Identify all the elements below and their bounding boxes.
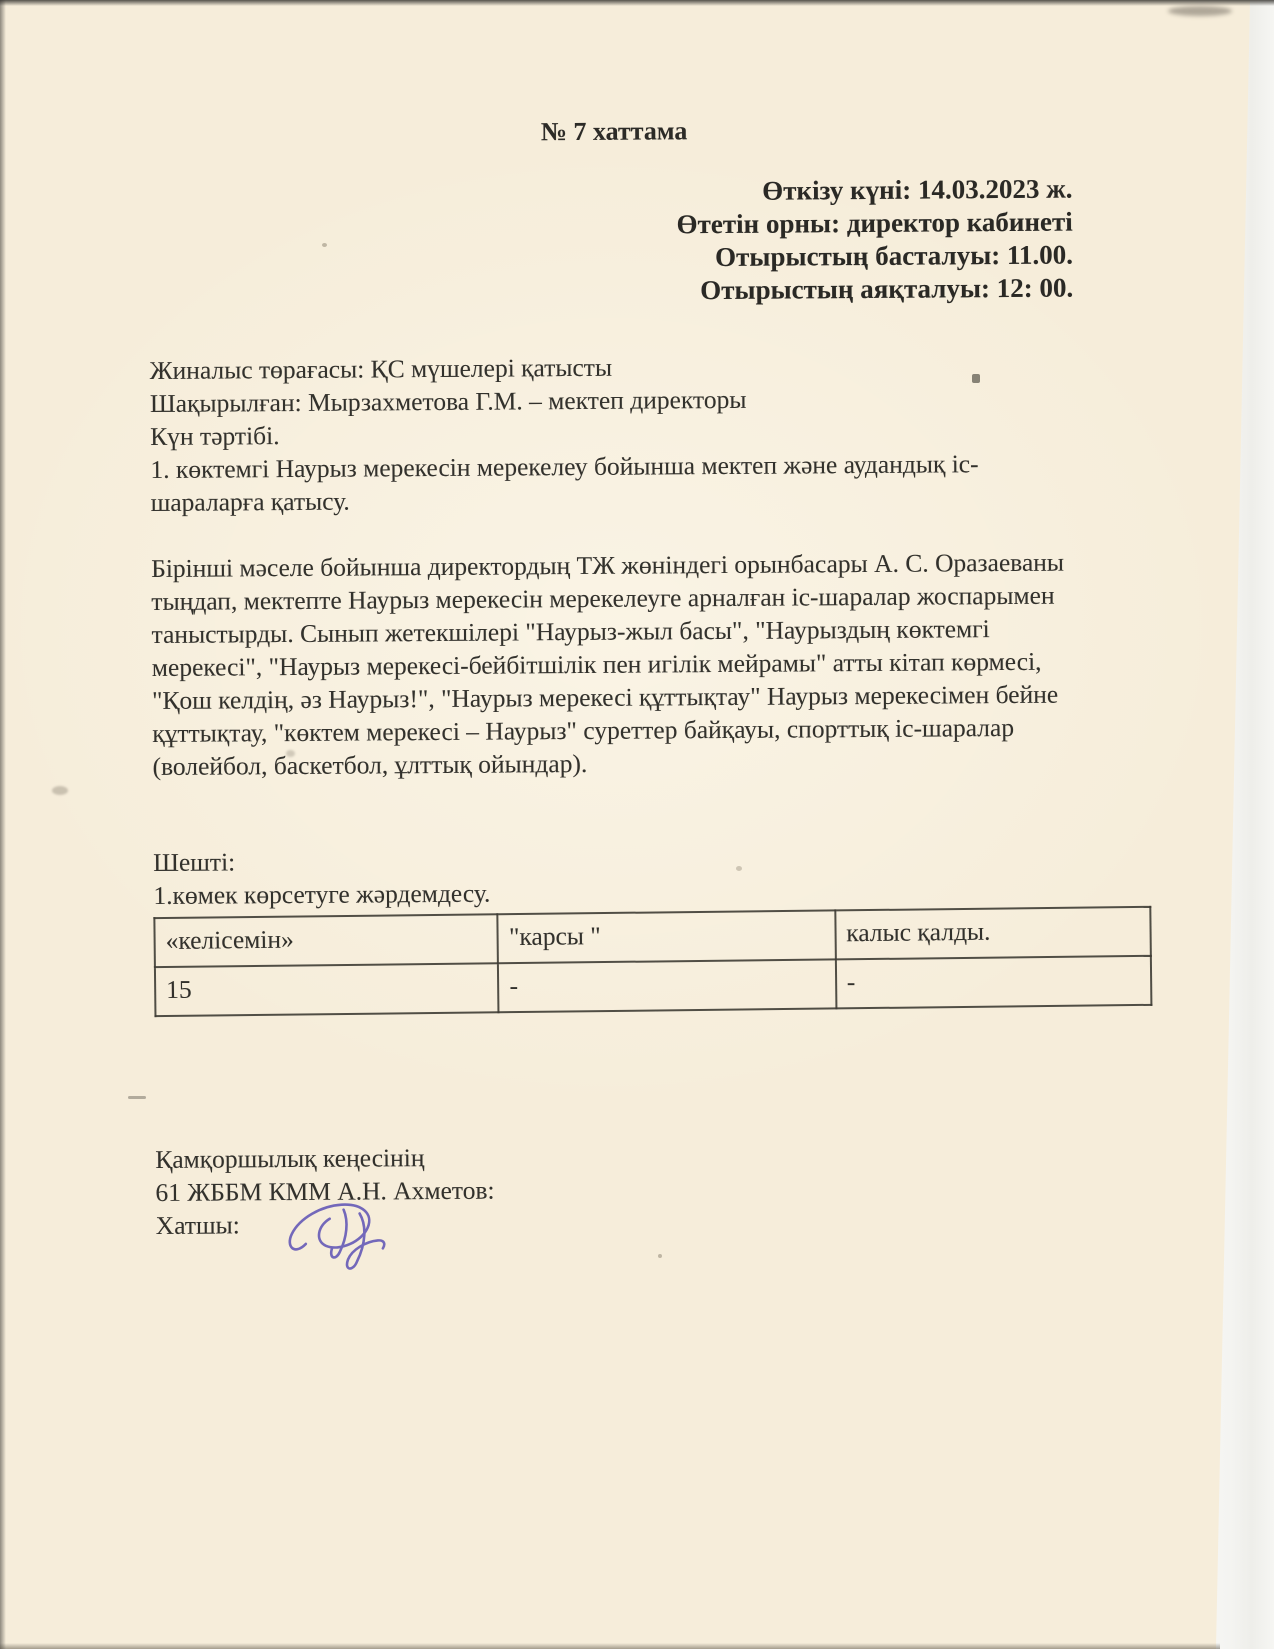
vote-table-values-row [155, 956, 1151, 1016]
meta-end-time: Отырыстың аяқталуы: 12: 00. [700, 272, 1074, 306]
invited-line: Шақырылған: Мырзахметова Г.М. – мектеп директоры [149, 384, 747, 418]
paper-speck [972, 374, 980, 383]
agenda-label: Күн тәртібі. [150, 421, 280, 451]
document-title: № 7 хаттама [540, 116, 688, 147]
paper-speck [52, 786, 68, 795]
chairman-line: Жиналыс төрағасы: ҚС мүшелері қатысты [149, 352, 613, 385]
vote-value-abstained: - [836, 956, 1152, 1009]
signature-block [155, 1136, 1088, 1279]
paper-speck [286, 750, 295, 757]
decision-label: Шешті: [153, 847, 236, 877]
paper-speck [128, 1096, 146, 1099]
scan-smudge [1168, 6, 1232, 16]
vote-header-abstained: калыс қалды. [835, 907, 1151, 960]
signature-school-line: 61 ЖББМ КММ А.Н. Ахметов: [155, 1175, 495, 1207]
secretary-label: Хатшы: [155, 1210, 240, 1240]
meta-place: Өтетін орны: директор кабинеті [676, 206, 1073, 240]
signature-org-line: Қамқоршылық кеңесінің [155, 1143, 425, 1174]
scan-edge-bottom [0, 1643, 1220, 1649]
agenda-item: 1. көктемгі Наурыз мерекесін мерекелеу бойынша мектеп және аудандық іс-шараларға қатысу. [150, 449, 979, 517]
meta-start-time: Отырыстың басталуы: 11.00. [714, 239, 1074, 273]
vote-header-against: "карсы " [498, 910, 836, 963]
paper-speck [322, 243, 327, 247]
paper-speck [658, 1254, 662, 1258]
scan-edge-top [0, 0, 1274, 6]
vote-value-agree: 15 [155, 963, 499, 1016]
vote-table [153, 906, 1152, 1017]
vote-header-agree: «келісемін» [154, 914, 498, 967]
vote-value-against: - [498, 959, 836, 1012]
meta-block [148, 172, 1081, 311]
scan-edge-left [0, 0, 6, 1649]
intro-block [150, 347, 1083, 519]
document-content [147, 0, 1088, 1279]
meta-date: Өткізу күні: 14.03.2023 ж. [762, 173, 1073, 206]
paper-speck [736, 866, 742, 871]
body-paragraph: Бірінші мәселе бойынша директордың ТЖ жөніндегі орынбасары А. С. Оразаеваны тыңдап, мектепте Наурыз мерекесін мерекелеуге арналған іс-шаралар жоспарымен таныстырды. Сынып жетекшілері "Наурыз-жыл басы", "Наурыздың көктемгі мерекесі", "Наурыз мерекесі-бейбітшілік пен игілік мейрамы" атты кітап көрмесі, "Қош келдің, әз Наурыз!", "Наурыз мерекесі құттықтау" Наурыз мерекесімен бейне құттықтау, "көктем мерекесі – Наурыз" суреттер байқауы, спорттық іс-шаралар (волейбол, баскетбол, ұлттық ойындар). [151, 547, 1065, 781]
handwritten-signature [284, 1191, 415, 1278]
secretary-row [156, 1202, 1088, 1279]
decision-item: 1.көмек көрсетуге жәрдемдесу. [153, 878, 491, 910]
